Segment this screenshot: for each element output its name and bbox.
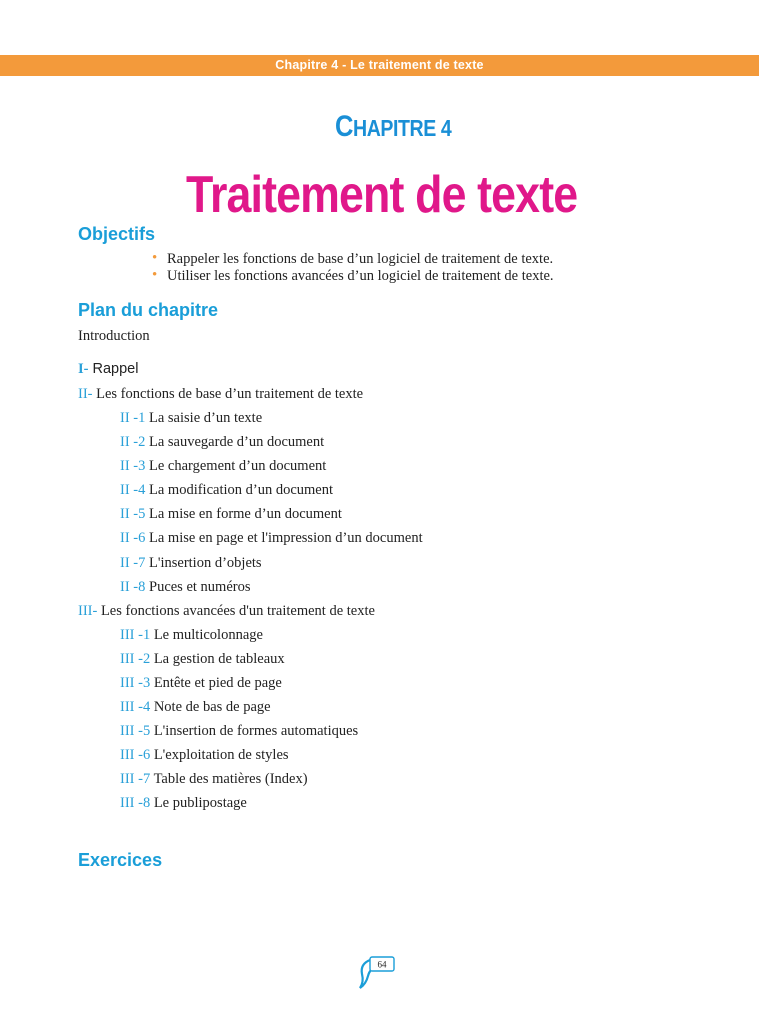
toc-text: Table des matières (Index) <box>150 771 308 787</box>
toc-section-2 <box>78 386 363 403</box>
toc-number: III -2 <box>120 651 151 667</box>
toc-item <box>120 530 423 547</box>
toc-text: L'exploitation de styles <box>150 747 289 763</box>
toc-text: La mise en page et l'impression d’un document <box>145 530 423 546</box>
toc-number: III -8 <box>120 795 151 811</box>
toc-item <box>120 795 247 812</box>
toc-number: III -7 <box>120 771 151 787</box>
toc-number: II -1 <box>120 410 146 426</box>
toc-number: III -4 <box>120 699 151 715</box>
list-item: • Rappeler les fonctions de base d’un logiciel de traitement de texte. <box>152 251 554 268</box>
toc-text: Le multicolonnage <box>150 627 263 643</box>
toc-text: Entête et pied de page <box>150 675 282 691</box>
toc-item <box>120 506 342 523</box>
toc-text: La saisie d’un texte <box>145 410 263 426</box>
toc-number: II -4 <box>120 482 146 498</box>
toc-section-3 <box>78 603 375 620</box>
toc-item <box>120 723 358 740</box>
toc-text: Rappel <box>88 361 139 377</box>
toc-item <box>120 458 326 475</box>
toc-text: Les fonctions de base d’un traitement de texte <box>92 386 364 402</box>
toc-text: Le chargement d’un document <box>145 458 327 474</box>
chapter-label <box>71 110 716 144</box>
toc-item <box>120 482 333 499</box>
toc-item <box>120 579 250 596</box>
toc-number: II -5 <box>120 506 146 522</box>
toc-text: La mise en forme d’un document <box>145 506 342 522</box>
list-item: • Utiliser les fonctions avancées d’un logiciel de traitement de texte. <box>152 268 554 285</box>
page-title: Traitement de texte <box>185 166 578 224</box>
objectifs-list <box>152 251 554 285</box>
page-number-ornament-icon <box>356 954 396 994</box>
toc-number: III -3 <box>120 675 151 691</box>
toc-item <box>120 627 263 644</box>
toc-item <box>120 699 271 716</box>
toc-number: II -3 <box>120 458 146 474</box>
toc-item <box>120 410 262 427</box>
chapter-label-initial: C <box>335 110 354 143</box>
toc-number: III -1 <box>120 627 151 643</box>
toc-text: Le publipostage <box>150 795 247 811</box>
page-number: 64 <box>377 959 387 970</box>
plan-intro: Introduction <box>78 328 150 344</box>
plan-heading: Plan du chapitre <box>78 300 219 320</box>
toc-number: III -6 <box>120 747 151 763</box>
toc-text: La sauvegarde d’un document <box>145 434 325 450</box>
header-title: Chapitre 4 - Le traitement de texte <box>275 58 484 72</box>
toc-text: L'insertion de formes automatiques <box>150 723 359 739</box>
toc-text: Puces et numéros <box>145 579 251 595</box>
toc-text: La gestion de tableaux <box>150 651 285 667</box>
toc-number: I- <box>78 361 89 377</box>
toc-number: II -6 <box>120 530 146 546</box>
toc-number: II -8 <box>120 579 146 595</box>
toc-number: II- <box>78 386 93 402</box>
toc-section-1 <box>78 361 138 378</box>
exercices-heading: Exercices <box>78 850 163 870</box>
toc-number: II -2 <box>120 434 146 450</box>
toc-number: II -7 <box>120 555 146 571</box>
toc-number: III- <box>78 603 98 619</box>
toc-text: Les fonctions avancées d'un traitement de texte <box>97 603 375 619</box>
toc-text: La modification d’un document <box>145 482 334 498</box>
toc-text: Note de bas de page <box>150 699 271 715</box>
objectifs-heading: Objectifs <box>78 224 156 244</box>
header-band <box>0 55 759 76</box>
toc-item <box>120 434 324 451</box>
toc-item <box>120 747 289 764</box>
toc-item <box>120 771 308 788</box>
toc-item <box>120 675 282 692</box>
toc-item <box>120 651 285 668</box>
toc-item <box>120 555 262 572</box>
toc-text: L'insertion d’objets <box>145 555 262 571</box>
toc-number: III -5 <box>120 723 151 739</box>
chapter-label-rest: HAPITRE 4 <box>353 115 452 141</box>
